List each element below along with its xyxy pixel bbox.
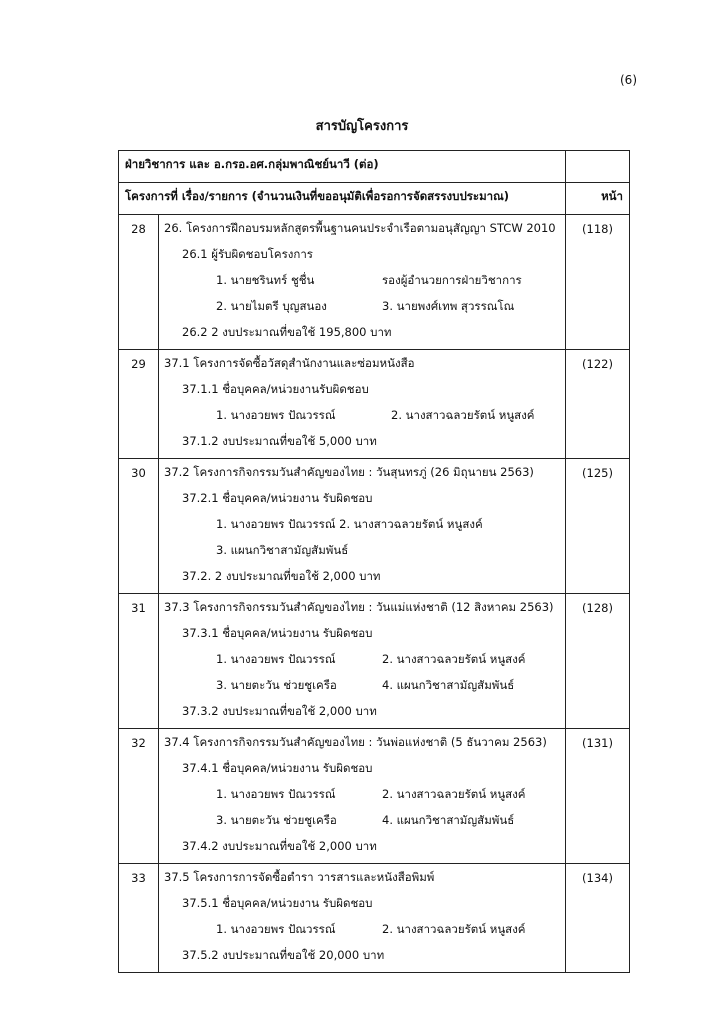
responsible-person: 4. แผนกวิชาสามัญสัมพันธ์ [382, 678, 515, 692]
responsible-heading: 37.3.1 ชื่อบุคคล/หน่วยงาน รับผิดชอบ [182, 626, 373, 640]
project-content-cell [159, 350, 566, 459]
project-number-cell: 30 [119, 459, 159, 594]
page-reference-cell: (134) [566, 864, 630, 973]
column-header-page: หน้า [566, 183, 630, 215]
responsible-persons-line [159, 402, 565, 428]
section-header: ฝ่ายวิชาการ และ อ.กรอ.อศ.กลุ่มพาณิชย์นาวี (ต่อ) [119, 151, 566, 183]
project-content-cell [159, 729, 566, 864]
project-number-cell: 33 [119, 864, 159, 973]
table-row [119, 459, 630, 594]
responsible-person: รองผู้อำนวยการฝ่ายวิชาการ [382, 273, 522, 287]
page-number: (6) [620, 73, 637, 87]
project-title: 37.4 โครงการกิจกรรมวันสำคัญของไทย : วันพ่อแห่งชาติ (5 ธันวาคม 2563) [164, 735, 547, 749]
section-header-blank-cell [566, 151, 630, 183]
page-reference-cell: (125) [566, 459, 630, 594]
page-reference-cell: (131) [566, 729, 630, 864]
responsible-persons-line: 1. นางอวยพร ปัณวรรณ์ 2. นางสาวฉลวยรัตน์ หนูสงค์ [216, 517, 483, 531]
responsible-heading: 37.4.1 ชื่อบุคคล/หน่วยงาน รับผิดชอบ [182, 761, 373, 775]
project-number-cell: 31 [119, 594, 159, 729]
project-number-cell: 29 [119, 350, 159, 459]
project-content-cell [159, 215, 566, 350]
responsible-person: 1. นางอวยพร ปัณวรรณ์ [216, 787, 336, 801]
project-index-table [118, 150, 630, 973]
responsible-person: 2. นายไมตรี บุญสนอง [216, 299, 327, 313]
table-row [119, 350, 630, 459]
project-number-cell: 32 [119, 729, 159, 864]
responsible-person: 3. นายพงศ์เทพ สุวรรณโณ [382, 299, 515, 313]
budget-line: 37.4.2 งบประมาณที่ขอใช้ 2,000 บาท [182, 839, 377, 853]
project-content-cell [159, 459, 566, 594]
responsible-person: 1. นางอวยพร ปัณวรรณ์ [216, 652, 336, 666]
project-title: 37.5 โครงการการจัดซื้อตำรา วารสารและหนังสือพิมพ์ [164, 870, 435, 884]
responsible-person: 3. นายตะวัน ช่วยชูเครือ [216, 813, 337, 827]
responsible-person: 1. นางอวยพร ปัณวรรณ์ [216, 408, 336, 422]
page-reference-cell: (122) [566, 350, 630, 459]
responsible-persons-line [159, 646, 565, 672]
budget-line: 37.1.2 งบประมาณที่ขอใช้ 5,000 บาท [182, 434, 377, 448]
responsible-persons-line [159, 781, 565, 807]
section-header-row [119, 151, 630, 183]
project-content-cell [159, 594, 566, 729]
project-title: 37.1 โครงการจัดซื้อวัสดุสำนักงานและซ่อมหนังสือ [164, 356, 415, 370]
project-title: 37.3 โครงการกิจกรรมวันสำคัญของไทย : วันแม่แห่งชาติ (12 สิงหาคม 2563) [164, 600, 554, 614]
responsible-person: 2. นางสาวฉลวยรัตน์ หนูสงค์ [382, 922, 526, 936]
project-content-cell [159, 864, 566, 973]
responsible-person: 2. นางสาวฉลวยรัตน์ หนูสงค์ [382, 787, 526, 801]
project-number-cell: 28 [119, 215, 159, 350]
document-title: สารบัญโครงการ [315, 119, 409, 134]
table-row [119, 215, 630, 350]
budget-line: 37.2. 2 งบประมาณที่ขอใช้ 2,000 บาท [182, 569, 381, 583]
responsible-persons-line [159, 267, 565, 293]
column-header-row [119, 183, 630, 215]
responsible-heading: 37.5.1 ชื่อบุคคล/หน่วยงาน รับผิดชอบ [182, 896, 373, 910]
page-reference-cell: (128) [566, 594, 630, 729]
responsible-heading: 26.1 ผู้รับผิดชอบโครงการ [182, 247, 313, 261]
responsible-persons-line [159, 293, 565, 319]
budget-line: 37.3.2 งบประมาณที่ขอใช้ 2,000 บาท [182, 704, 377, 718]
project-title: 37.2 โครงการกิจกรรมวันสำคัญของไทย : วันสุนทรภู่ (26 มิถุนายน 2563) [164, 465, 534, 479]
responsible-heading: 37.1.1 ชื่อบุคคล/หน่วยงานรับผิดชอบ [182, 382, 369, 396]
table-row [119, 729, 630, 864]
table-row [119, 594, 630, 729]
page-reference-cell: (118) [566, 215, 630, 350]
responsible-persons-line [159, 916, 565, 942]
responsible-person: 2. นางสาวฉลวยรัตน์ หนูสงค์ [391, 408, 535, 422]
responsible-person: 3. นายตะวัน ช่วยชูเครือ [216, 678, 337, 692]
responsible-person: 1. นางอวยพร ปัณวรรณ์ [216, 922, 336, 936]
responsible-person: 4. แผนกวิชาสามัญสัมพันธ์ [382, 813, 515, 827]
column-header-project: โครงการที่ เรื่อง/รายการ (จำนวนเงินที่ขออนุมัติเพื่อรอการจัดสรรงบประมาณ) [119, 183, 566, 215]
table-row [119, 864, 630, 973]
table-body [119, 215, 630, 973]
project-title: 26. โครงการฝึกอบรมหลักสูตรพื้นฐานคนประจำเรือตามอนุสัญญา STCW 2010 [164, 221, 556, 235]
budget-line: 37.5.2 งบประมาณที่ขอใช้ 20,000 บาท [182, 948, 385, 962]
responsible-person: 2. นางสาวฉลวยรัตน์ หนูสงค์ [382, 652, 526, 666]
budget-line: 26.2 2 งบประมาณที่ขอใช้ 195,800 บาท [182, 325, 392, 339]
responsible-persons-line [159, 807, 565, 833]
responsible-persons-line [159, 672, 565, 698]
responsible-person: 1. นายชรินทร์ ชูชื่น [216, 273, 315, 287]
responsible-heading: 37.2.1 ชื่อบุคคล/หน่วยงาน รับผิดชอบ [182, 491, 373, 505]
responsible-persons-line: 3. แผนกวิชาสามัญสัมพันธ์ [216, 543, 349, 557]
